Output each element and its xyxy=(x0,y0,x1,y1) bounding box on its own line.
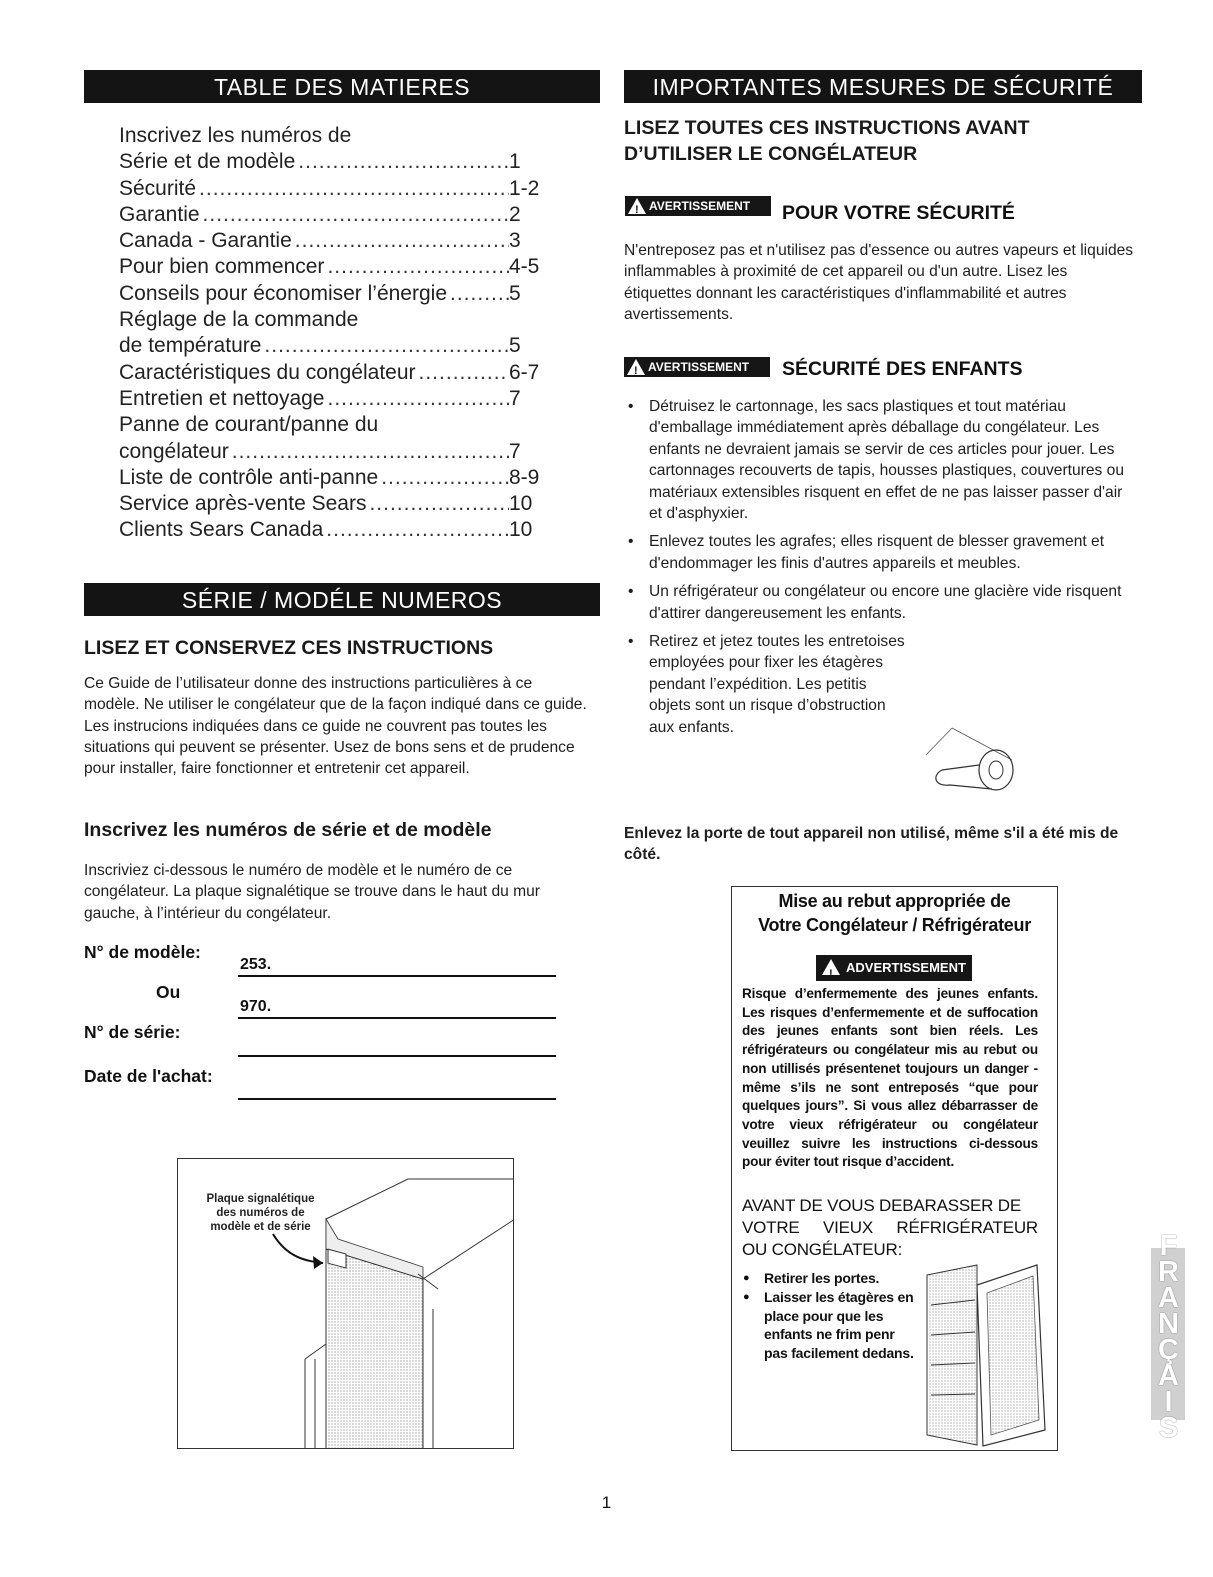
warn1-body: N'entreposez pas et n'utilisez pas d'essence ou autres vapeurs et liquides inflammables à proximité de cet appareil ou d'un autre. Lisez les étiquettes donnant les caractéristiques d'inflammabilité et autres avertissements. xyxy=(624,242,1134,323)
warning-badge-label: AVERTISSEMENT xyxy=(648,360,750,374)
serie-heading: LISEZ ET CONSERVEZ CES INSTRUCTIONS xyxy=(84,637,494,659)
toc-leader-dots xyxy=(447,281,509,307)
table-of-contents xyxy=(119,123,539,544)
list-item: ● Retirer les portes. xyxy=(742,1269,918,1288)
serie-subbody: Inscriviez ci-dessous le numéro de modèle et le numéro de ce congélateur. La plaque signalétique se trouve dans le haut du mur gauche, à l’intérieur du congélateur. xyxy=(84,862,541,922)
toc-entry xyxy=(119,386,539,412)
toc-entry xyxy=(119,333,539,359)
disposal-caps-2: VOTRE VIEUX RÉFRIGÉRATEUR xyxy=(742,1218,1038,1237)
disposal-badge-label: ADVERTISSEMENT xyxy=(846,960,966,975)
disposal-caps-3: OU CONGÉLATEUR: xyxy=(742,1240,903,1259)
warn2-title: SÉCURITÉ DES ENFANTS xyxy=(782,358,1023,380)
toc-entry-text: Service après-vente Sears xyxy=(119,492,367,516)
toc-entry xyxy=(119,360,539,386)
door-note: Enlevez la porte de tout appareil non utilisé, même s'il a été mis de côté. xyxy=(624,825,1119,864)
toc-leader-dots xyxy=(196,176,509,202)
language-tab: FRANÇAIS xyxy=(1152,1230,1185,1438)
toc-entry-page: 7 xyxy=(509,439,521,463)
toc-entry xyxy=(119,517,539,543)
toc-entry-text: Canada - Garantie xyxy=(119,229,292,253)
warning-triangle-icon xyxy=(628,198,646,214)
model-line-1[interactable] xyxy=(238,975,556,977)
toc-leader-dots xyxy=(295,149,509,175)
toc-entry-text: Conseils pour économiser l’énergie xyxy=(119,281,448,305)
toc-entry-text: Série et de modèle xyxy=(119,150,296,174)
toc-entry-page: 2 xyxy=(509,202,521,226)
safety-heading-2: D’UTILISER LE CONGÉLATEUR xyxy=(624,143,918,165)
toc-entry-page: 3 xyxy=(509,229,521,253)
date-line[interactable] xyxy=(238,1098,556,1100)
toc-entry xyxy=(119,202,539,228)
toc-leader-dots xyxy=(292,228,509,254)
toc-entry-text: Liste de contrôle anti-panne xyxy=(119,465,379,489)
toc-entry xyxy=(119,491,539,517)
toc-entry-text: Panne de courant/panne du xyxy=(119,413,379,437)
page-number: 1 xyxy=(601,1493,612,1512)
warning-badge-2 xyxy=(624,357,770,377)
plate-caption-2: des numéros de xyxy=(216,1207,305,1219)
warning-triangle-icon xyxy=(822,959,840,975)
serie-subheading: Inscrivez les numéros de série et de modèle xyxy=(84,819,492,841)
toc-entry xyxy=(119,439,539,465)
list-item: • Enlevez toutes les agrafes; elles risquent de blesser gravement et d'endommager les finis d'autres appareils et meubles. xyxy=(624,531,1132,574)
toc-leader-dots xyxy=(324,386,509,412)
or-label: Ou xyxy=(156,982,181,1002)
toc-entry-page: 8-9 xyxy=(509,465,539,489)
toc-entry-text: congélateur xyxy=(119,439,229,463)
warning-triangle-icon xyxy=(627,359,645,375)
toc-leader-dots xyxy=(416,360,509,386)
toc-entry xyxy=(119,254,539,280)
disposal-badge xyxy=(816,955,972,981)
serial-label: N° de série: xyxy=(84,1022,181,1042)
model-value-1: 253. xyxy=(240,956,272,973)
toc-entry-page: 5 xyxy=(509,281,521,305)
toc-banner: TABLE DES MATIERES xyxy=(84,70,600,103)
toc-entry xyxy=(119,176,539,202)
warning-badge-1 xyxy=(625,196,771,216)
plate-caption-1: Plaque signalétique xyxy=(206,1193,315,1205)
toc-entry-text: Réglage de la commande xyxy=(119,308,359,332)
date-label: Date de l'achat: xyxy=(84,1066,213,1086)
list-item: ● Laisser les étagères en place pour que les enfants ne frim penr pas facilement dedans. xyxy=(742,1288,918,1363)
toc-entry-text: Clients Sears Canada xyxy=(119,518,324,542)
toc-leader-dots xyxy=(323,517,509,543)
toc-entry-text: Pour bien commencer xyxy=(119,255,325,279)
plate-illustration xyxy=(177,1158,514,1449)
serial-line[interactable] xyxy=(238,1055,556,1057)
toc-entry-text: Inscrivez les numéros de xyxy=(119,124,352,147)
toc-entry xyxy=(119,228,539,254)
disposal-text: Risque d’enfermemente des jeunes enfants. Les risques d’enfermemente et de suffocation des jeunes enfants sont bien réels. Les réfrigérateurs ou congélateur mis au rebut ou non utillisés présentenet toujours un danger - même s’ils ne sont entreposés “que pour quelques jours”. Si vous allez débarrasser de votre vieux réfrigérateur ou congélateur veuillez suivre les instructions ci-dessous pour éviter tout risque d’accident. xyxy=(742,986,1038,1170)
toc-entry-text: Caractéristiques du congélateur xyxy=(119,360,416,384)
toc-entry-page: 5 xyxy=(509,334,521,358)
safety-banner: IMPORTANTES MESURES DE SÉCURITÉ xyxy=(624,70,1142,103)
toc-leader-dots xyxy=(378,465,509,491)
model-label: N° de modèle: xyxy=(84,942,201,962)
toc-leader-dots xyxy=(200,202,509,228)
small-object-drawing xyxy=(922,725,1032,805)
toc-entry-page: 7 xyxy=(509,386,521,410)
safety-heading-1: LISEZ TOUTES CES INSTRUCTIONS AVANT xyxy=(624,117,1030,139)
serie-body: Ce Guide de l’utilisateur donne des instructions particulières à ce modèle. Ne utiliser le congélateur que de la façon indiqué dans ce guide. Les instrucions indiquées dans ce guide ne couvrent pas toutes les situations qui peuvent se présenter. Usez de bons sens et de prudence pour installer, faire fonctionner et entretenir cet appareil. xyxy=(84,675,587,778)
toc-leader-dots xyxy=(229,439,509,465)
toc-entry-page: 1-2 xyxy=(509,176,539,200)
disposal-list xyxy=(742,1269,918,1363)
open-freezer-drawing xyxy=(917,1260,1052,1450)
toc-leader-dots xyxy=(324,254,509,280)
toc-entry-text: Entretien et nettoyage xyxy=(119,386,325,410)
warn1-title: POUR VOTRE SÉCURITÉ xyxy=(782,202,1015,224)
toc-leader-dots xyxy=(261,333,509,359)
child-safety-list xyxy=(624,396,1132,745)
toc-entry-text: de température xyxy=(119,334,262,358)
serie-banner: SÉRIE / MODÉLE NUMEROS xyxy=(84,583,600,616)
list-item: • Un réfrigérateur ou congélateur ou encore une glacière vide risquent d'attirer dangereusement les enfants. xyxy=(624,581,1132,624)
toc-entry-text: Garantie xyxy=(119,202,200,226)
toc-entry xyxy=(119,307,539,333)
disposal-caps-1: AVANT DE VOUS DEBARASSER DE xyxy=(742,1196,1021,1215)
toc-entry-text: Sécurité xyxy=(119,176,197,200)
list-item: • Retirez et jetez toutes les entretoises employées pour fixer les étagères pendant l’expédition. Les petitis objets sont un risque d’obstruction aux enfants. xyxy=(624,631,1132,738)
disposal-title-1: Mise au rebut appropriée de xyxy=(778,891,1011,911)
toc-entry xyxy=(119,281,539,307)
list-item: • Détruisez le cartonnage, les sacs plastiques et tout matériau d'emballage immédiatement après déballage du congélateur. Les enfants ne devraient jamais se servir de ces articles pour jouer. Les cartonnages recouverts de tapis, housses plastiques, couvertures ou matériaux extensibles risquent en effet de ne pas laisser passer d'air et d'asphyxier. xyxy=(624,396,1132,524)
toc-entry xyxy=(119,123,539,149)
toc-entry xyxy=(119,465,539,491)
toc-entry-page: 6-7 xyxy=(509,360,539,384)
model-line-2[interactable] xyxy=(238,1017,556,1019)
disposal-title-2: Votre Congélateur / Réfrigérateur xyxy=(758,915,1031,935)
toc-entry-page: 10 xyxy=(509,492,533,516)
toc-leader-dots xyxy=(366,491,509,517)
toc-entry xyxy=(119,149,539,175)
toc-entry xyxy=(119,412,539,438)
plate-caption-3: modèle et de série xyxy=(210,1221,311,1233)
disposal-box xyxy=(731,886,1058,1451)
toc-entry-page: 1 xyxy=(509,150,521,174)
warning-badge-label: AVERTISSEMENT xyxy=(649,199,751,213)
model-value-2: 970. xyxy=(240,998,272,1015)
toc-entry-page: 4-5 xyxy=(509,255,539,279)
toc-entry-page: 10 xyxy=(509,518,533,542)
